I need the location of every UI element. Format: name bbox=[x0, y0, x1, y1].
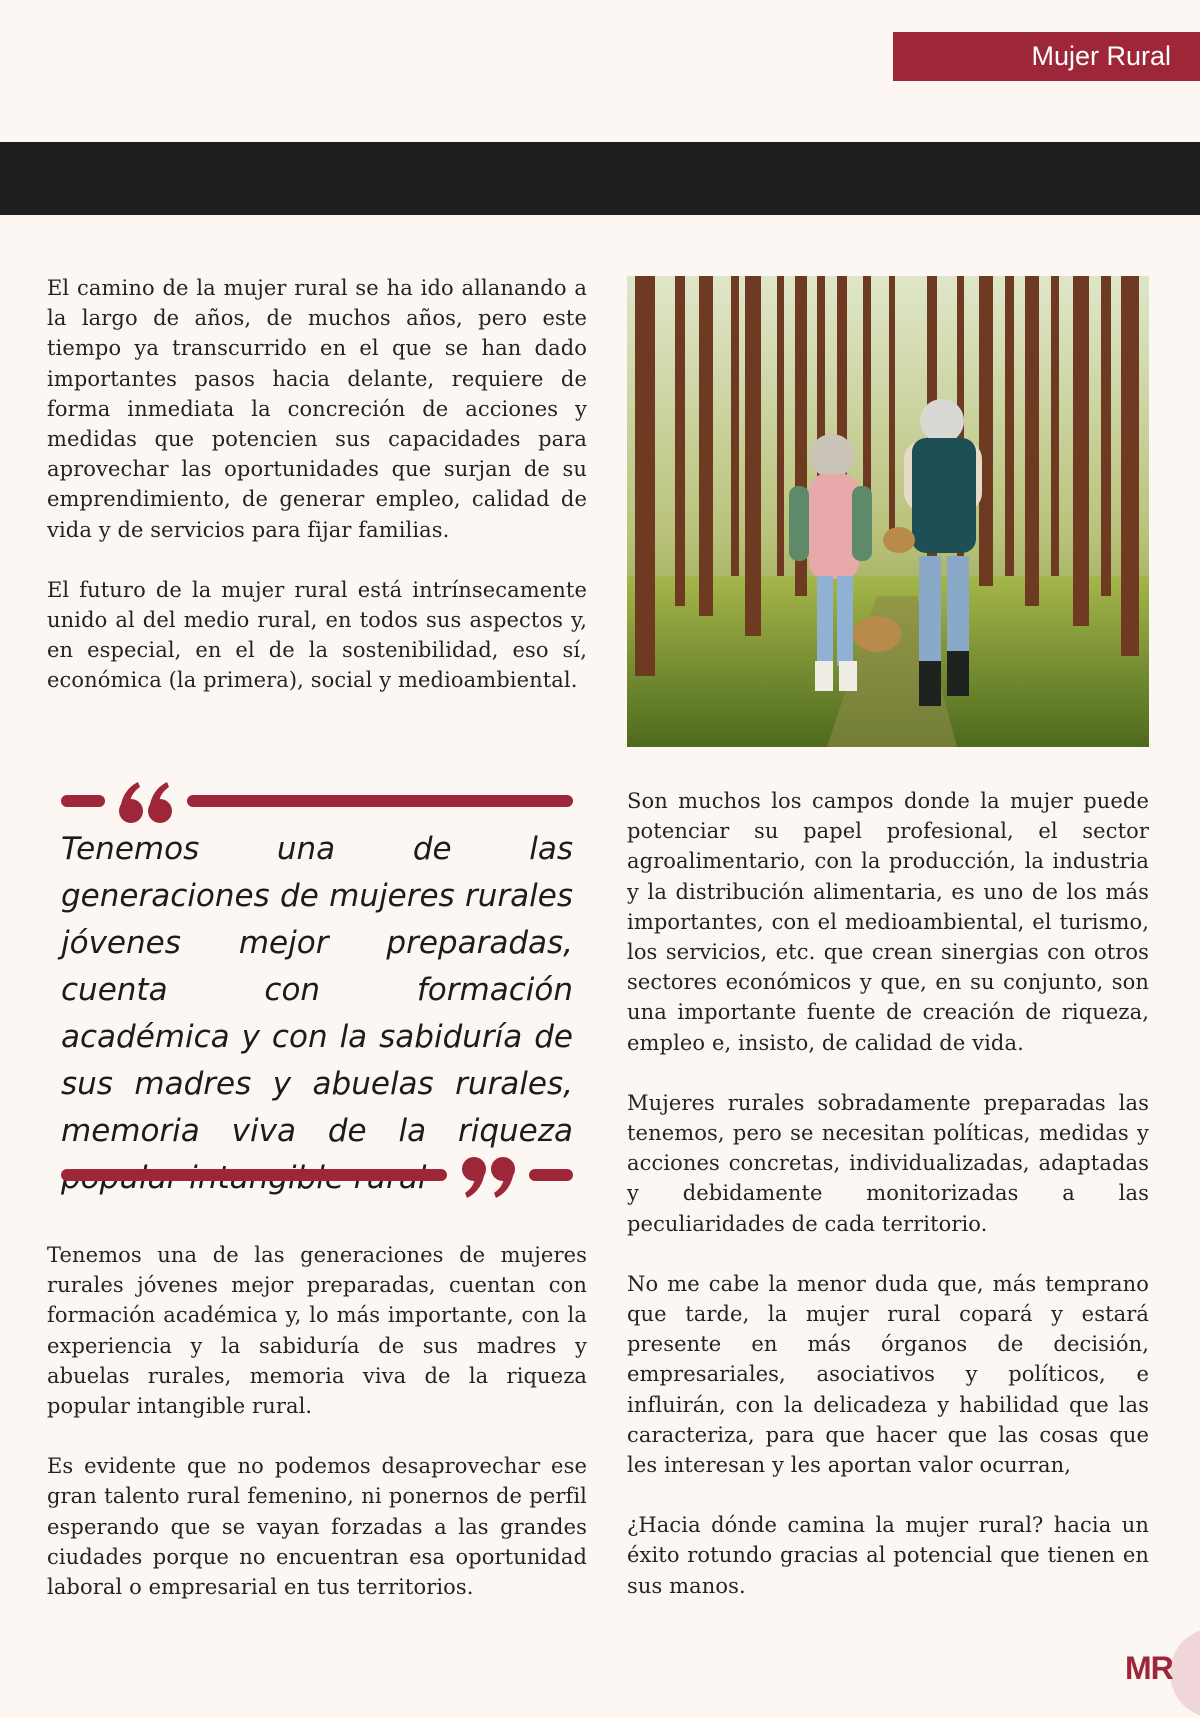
section-tab bbox=[893, 32, 1200, 81]
right-column-bottom bbox=[627, 786, 1149, 1601]
left-column-bottom bbox=[47, 1240, 587, 1602]
corner-decoration bbox=[1170, 1628, 1200, 1718]
section-label: Mujer Rural bbox=[1031, 41, 1171, 71]
quote-rule-top-right bbox=[187, 795, 573, 807]
open-quote-icon bbox=[116, 778, 176, 828]
paragraph: Son muchos los campos donde la mujer puede potenciar su papel profesional, el sector agroalimentario, con la producción, la industria y la distribución alimentaria, es uno de los más importantes, con el medioambiental, el turismo, los servicios, etc. que crean sinergias con otros sectores económicos y que, en su conjunto, son una importante fuente de creación de riqueza, empleo e, insisto, de calidad de vida. bbox=[627, 789, 1149, 1055]
paragraph: Es evidente que no podemos desaprovechar ese gran talento rural femenino, ni ponernos de perfil esperando que se vayan forzadas a las grandes ciudades porque no encuentran esa oportunidad laboral o empresarial en tus territorios. bbox=[47, 1454, 587, 1600]
left-column-top bbox=[47, 273, 587, 696]
paragraph: Tenemos una de las generaciones de mujeres rurales jóvenes mejor preparadas, cuentan con formación académica y, lo más importante, con la experiencia y la sabiduría de sus madres y abuelas rurales, memoria viva de la riqueza popular intangible rural. bbox=[47, 1243, 587, 1419]
paragraph: Mujeres rurales sobradamente preparadas las tenemos, pero se necesitan políticas, medidas y acciones concretas, individualizadas, adaptadas y debidamente monitorizadas a las peculiaridades de cada territorio. bbox=[627, 1090, 1149, 1236]
forest-walk-photo bbox=[627, 276, 1149, 747]
footer-logo: MR bbox=[1125, 1650, 1173, 1686]
pull-quote-text: Tenemos una de las generaciones de mujeres rurales jóvenes mejor preparadas, cuenta con formación académica y con la sabiduría de sus madres y abuelas rurales, memoria viva de la riqueza bbox=[61, 831, 573, 1149]
paragraph: No me cabe la menor duda que, más temprano que tarde, la mujer rural copará y estará presente en más órganos de decisión, empresariales, asociativos y políticos, e influirán, con la delicadeza y habilidad que las caracteriza, para que hacer que las cosas que les interesan y les aportan valor ocurran, bbox=[627, 1271, 1149, 1478]
header-band bbox=[0, 142, 1200, 215]
quote-rule-bottom-right bbox=[529, 1169, 573, 1181]
quote-rule-bottom-left bbox=[61, 1169, 447, 1181]
close-quote-icon bbox=[458, 1152, 518, 1202]
paragraph: El futuro de la mujer rural está intrínsecamente unido al del medio rural, en todos sus aspectos y, en especial, en el de la sostenibilidad, eso sí, económica (la primera), social y medioambiental. bbox=[47, 577, 587, 693]
paragraph: ¿Hacia dónde camina la mujer rural? hacia un éxito rotundo gracias al potencial que tienen en sus manos. bbox=[627, 1513, 1149, 1598]
paragraph: El camino de la mujer rural se ha ido allanando a la largo de años, de muchos años, pero este tiempo ya transcurrido en el que se han dado importantes pasos hacia delante, requiere de forma inmediata la concreción de acciones y medidas que potencien sus capacidades para aprovechar las oportunidades que surjan de su emprendimiento, de generar empleo, calidad de vida y de servicios para fijar familias. bbox=[47, 276, 587, 542]
quote-rule-top-left bbox=[61, 795, 105, 807]
